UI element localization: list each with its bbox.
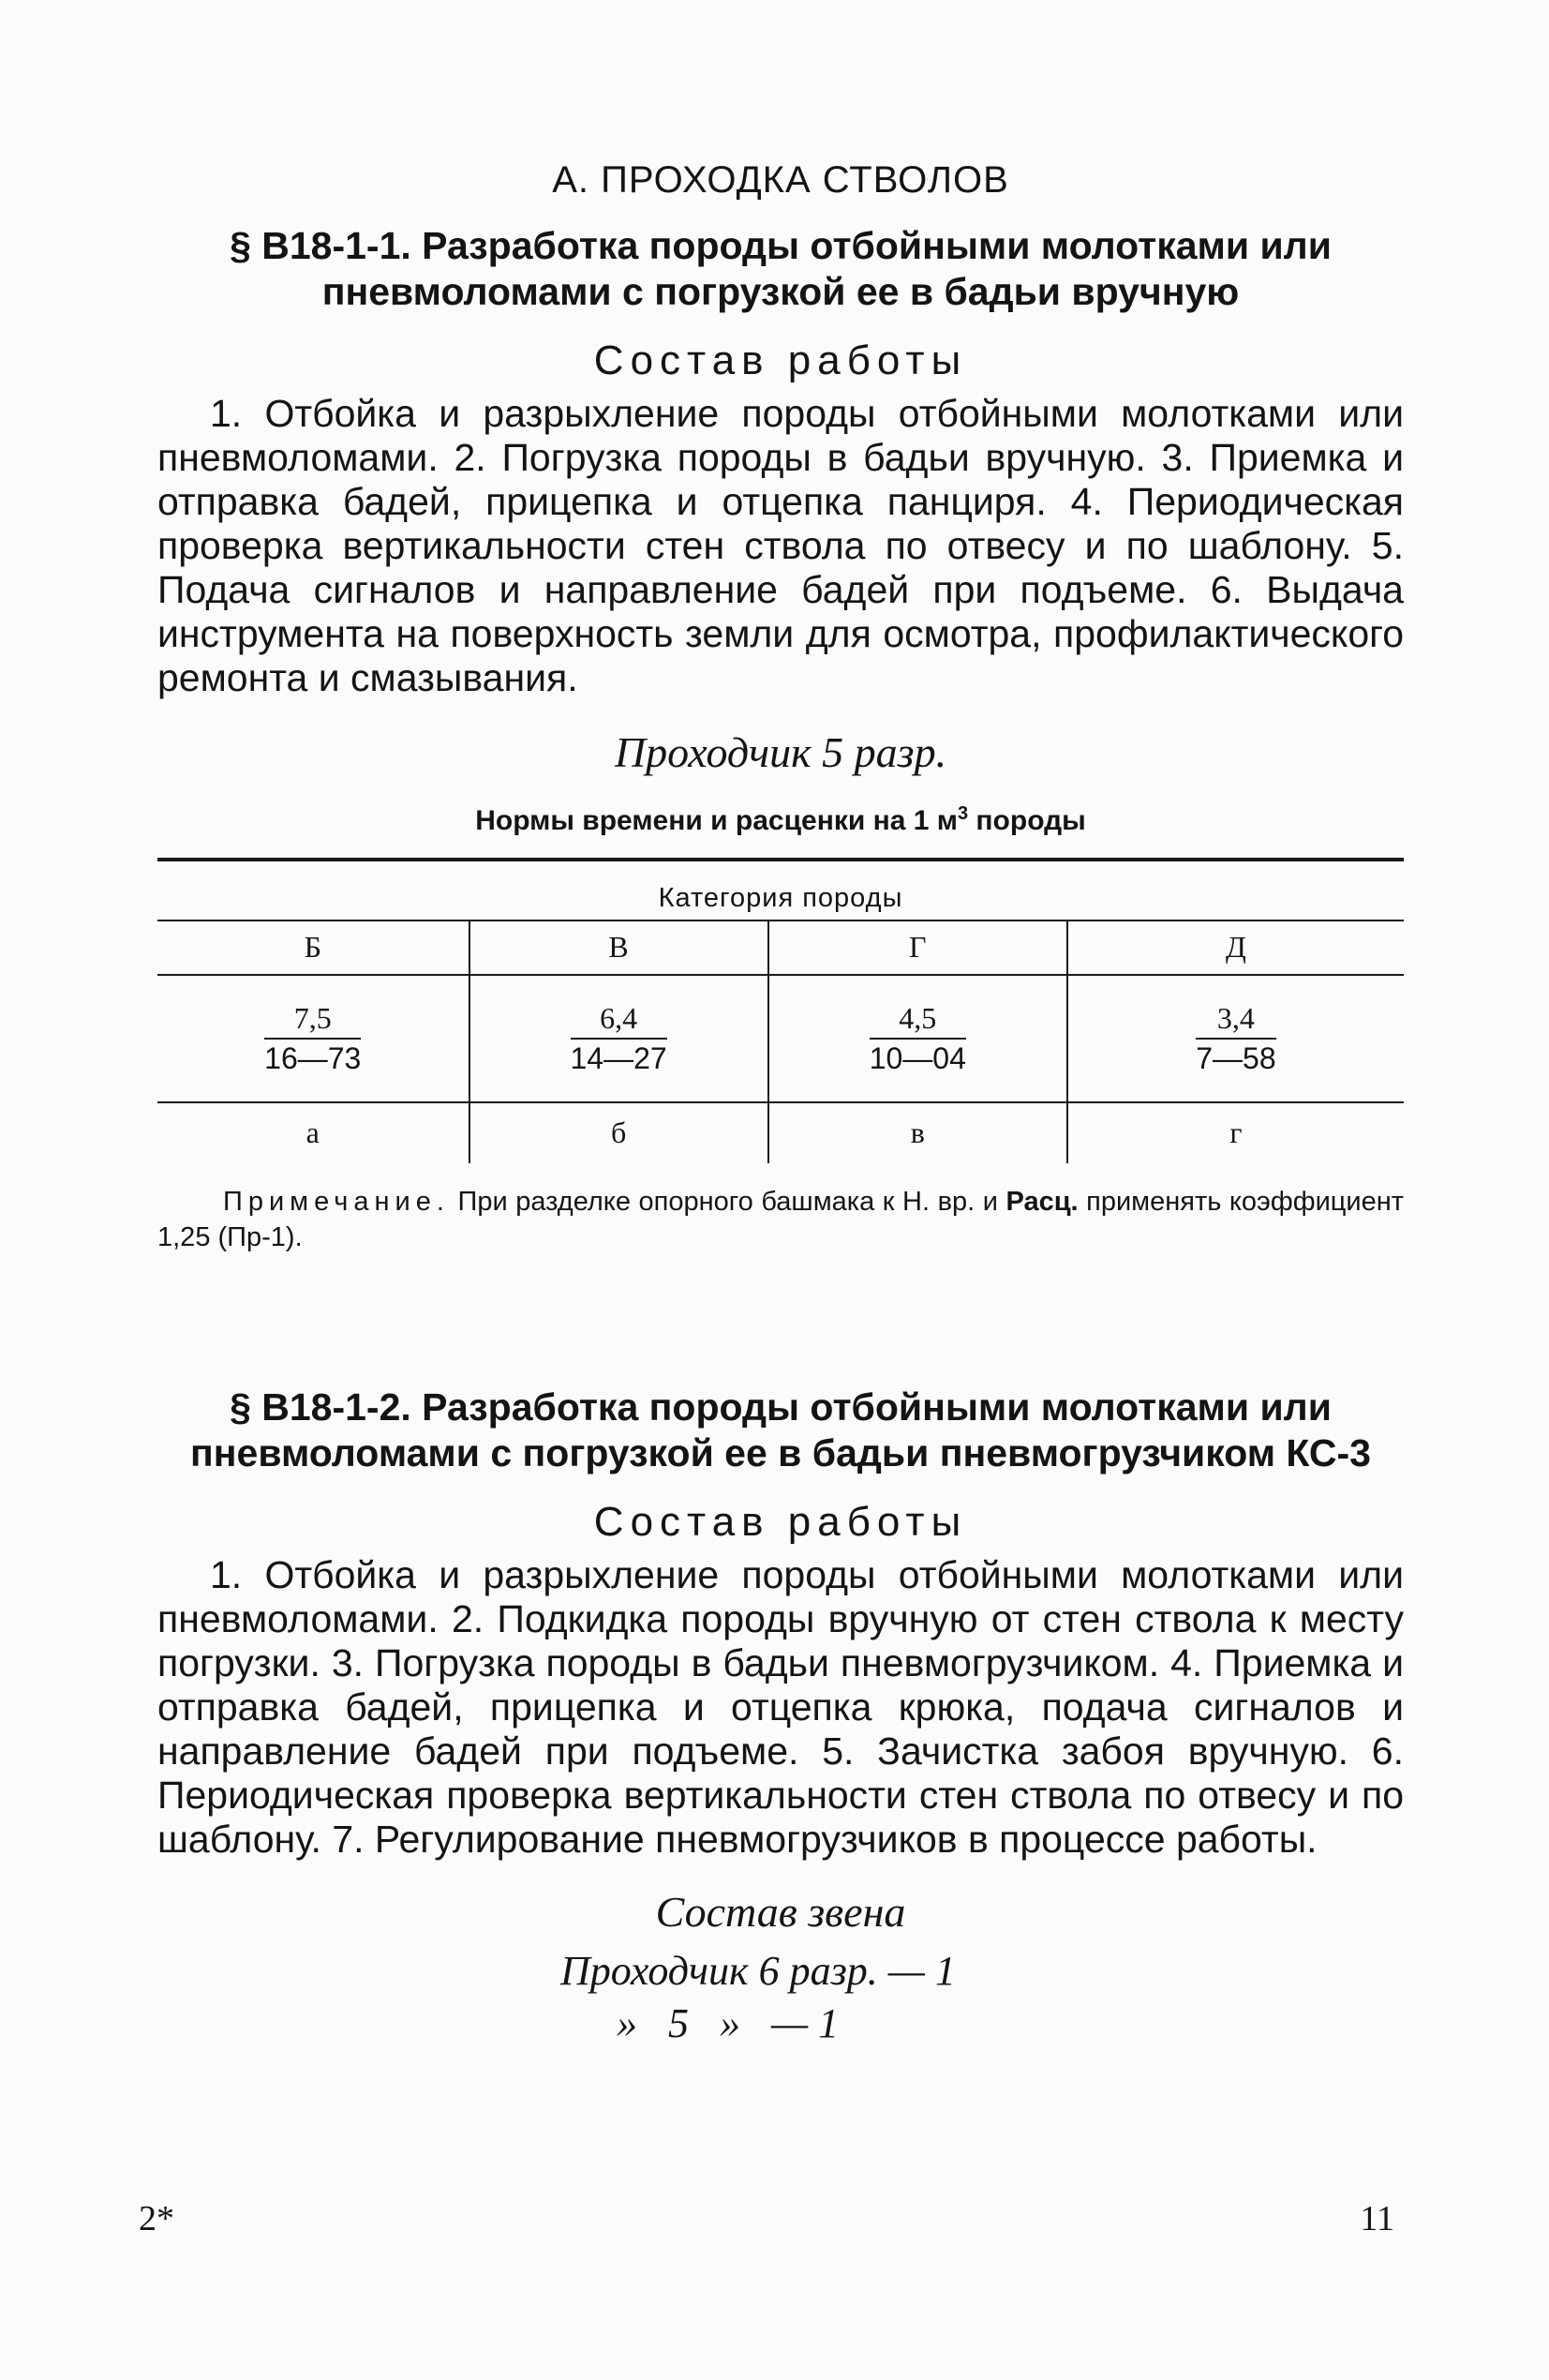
paragraph-1-heading (157, 223, 1404, 315)
paragraph-2-heading-line1: § В18-1-2. Разработка породы отбойными молотками или (230, 1385, 1332, 1429)
paragraph-2-heading (157, 1385, 1404, 1476)
table-caption-text: Нормы времени и расценки на 1 м (475, 804, 958, 836)
norm-value: 4,5 (870, 1001, 966, 1040)
table-value-cell (768, 975, 1067, 1102)
crew-list (157, 1945, 1404, 2050)
table-caption-superscript: 3 (957, 802, 969, 824)
rate-value: 16—73 (264, 1040, 362, 1075)
rate-value: 14—27 (570, 1040, 667, 1075)
note-bold: Расц. (1005, 1186, 1079, 1217)
crew-line-2: » 5 » — 1 (617, 2000, 840, 2047)
note-prefix: Примечание. (223, 1186, 450, 1217)
table-category-cell: Б (157, 921, 469, 975)
table-group-header: Категория породы (157, 860, 1404, 921)
paragraph-1-work-text: 1. Отбойка и разрыхление породы отбойными молотками или пневмоломами. 2. Погрузка породы в бадьи вручную. 3. Приемка и отправка бадей, прицепка и отцепка панциря. 4. Периодическая проверка вертикальности стен ствола по отвесу и по шаблону. 5. Подача сигналов и направление бадей при подъеме. 6. Выдача инструмента на поверхность земли для осмотра, профилактического ремонта и смазывания. (157, 392, 1404, 700)
table-category-cell: В (469, 921, 768, 975)
paragraph-1-worker: Проходчик 5 разр. (614, 728, 947, 777)
norm-value: 7,5 (264, 1001, 361, 1040)
table-category-cell: Д (1067, 921, 1404, 975)
table-column-letter: в (768, 1102, 1067, 1163)
paragraph-2-work-title: Состав работы (593, 1498, 968, 1545)
norms-table (157, 858, 1404, 1163)
paragraph-1-work-title: Состав работы (593, 337, 968, 384)
document-page (157, 141, 1404, 2050)
table-value-cell (157, 975, 469, 1102)
crew-line-1: Проходчик 6 разр. — 1 (560, 1948, 956, 1995)
table-caption-tail: породы (968, 804, 1086, 836)
table-column-letter: г (1067, 1102, 1404, 1163)
rate-value: 10—04 (869, 1040, 966, 1075)
table-note (157, 1184, 1404, 1255)
page-number: 11 (1360, 2199, 1394, 2238)
table-value-cell (469, 975, 768, 1102)
paragraph-1-heading-line1: § В18-1-1. Разработка породы отбойными молотками или (230, 224, 1332, 267)
norm-value: 3,4 (1196, 1001, 1275, 1040)
note-text-2: применять коэффициент 1,25 (Пр-1). (157, 1186, 1405, 1252)
table-caption (157, 803, 1404, 837)
norm-value: 6,4 (571, 1001, 667, 1040)
table-value-cell (1067, 975, 1404, 1102)
note-text-1: При разделке опорного башмака к Н. вр. и (449, 1186, 1006, 1217)
table-category-cell: Г (768, 921, 1067, 975)
table-column-letter: б (469, 1102, 768, 1163)
section-title: А. ПРОХОДКА СТВОЛОВ (552, 159, 1009, 201)
paragraph-1-heading-line2: пневмоломами с погрузкой ее в бадьи вручную (321, 270, 1240, 314)
crew-title: Состав звена (655, 1887, 906, 1936)
paragraph-2-heading-line2: пневмоломами с погрузкой ее в бадьи пневмогрузчиком КС-3 (190, 1430, 1371, 1474)
rate-value: 7—58 (1196, 1040, 1276, 1075)
signature-mark: 2* (139, 2199, 174, 2238)
paragraph-2-work-text: 1. Отбойка и разрыхление породы отбойными молотками или пневмоломами. 2. Подкидка породы вручную от стен ствола к месту погрузки. 3. Погрузка породы в бадьи пневмогрузчиком. 4. Приемка и отправка бадей, прицепка и отцепка крюка, подача сигналов и направление бадей при подъеме. 5. Зачистка забоя вручную. 6. Периодическая проверка вертикальности стен ствола по отвесу и по шаблону. 7. Регулирование пневмогрузчиков в процессе работы. (157, 1552, 1404, 1861)
table-column-letter: а (305, 1115, 320, 1150)
